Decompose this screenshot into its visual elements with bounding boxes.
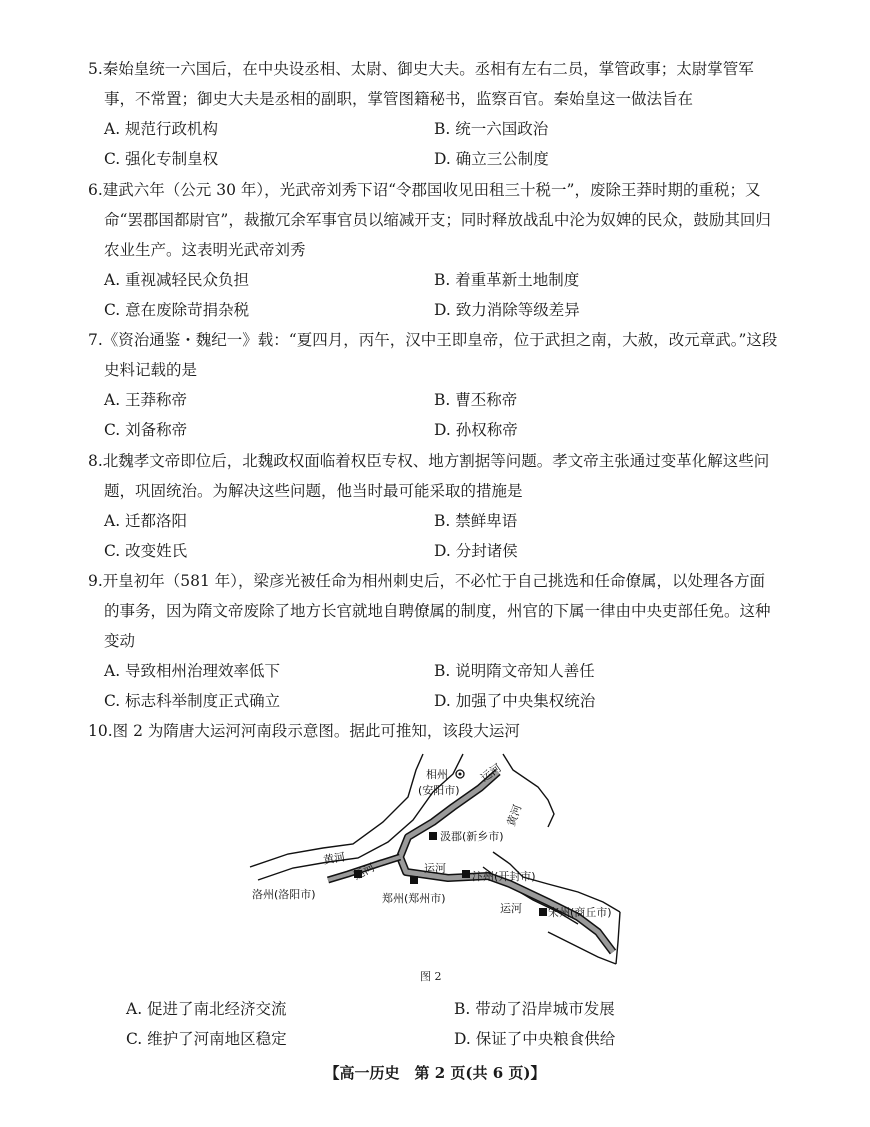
option-d: D. 孙权称帝 (434, 421, 518, 439)
question-10 (88, 716, 778, 746)
river-label: 黄河 (322, 850, 347, 867)
option-b: B. 曹丕称帝 (434, 391, 518, 409)
option-b: B. 禁鲜卑语 (434, 512, 518, 530)
question-6 (88, 175, 778, 325)
grand-canal-map (248, 752, 628, 984)
city-marker (429, 832, 437, 840)
canal-label: 运河 (478, 761, 504, 785)
option-c: C. 标志科举制度正式确立 (104, 692, 281, 710)
option-c: C. 意在废除苛捐杂税 (104, 301, 250, 319)
option-d: D. 保证了中央粮食供给 (454, 1030, 616, 1048)
question-9 (88, 566, 778, 716)
river-label: 黄河 (504, 802, 525, 829)
option-d: D. 加强了中央集权统治 (434, 692, 596, 710)
figure-caption: 图 2 (420, 970, 442, 983)
question-stem: 5.秦始皇统一六国后，在中央设丞相、太尉、御史大夫。丞相有左右二员，掌管政事；太尉掌管军事，不常置；御史大夫是丞相的副职，掌管图籍秘书，监察百官。秦始皇这一做法旨在 (88, 60, 754, 108)
question-stem: 9.开皇初年（581 年），梁彦光被任命为相州刺史后，不必忙于自己挑选和任命僚属，以处理各方面的事务，因为隋文帝废除了地方长官就地自聘僚属的制度，州官的下属一律由中央吏部任免。这种变动 (88, 572, 771, 650)
city-label-songzhou: 宋州(商丘市) (548, 906, 612, 919)
question-8 (88, 446, 778, 566)
option-a: A. 促进了南北经济交流 (126, 1000, 287, 1018)
city-marker (459, 773, 462, 776)
question-stem: 7.《资治通鉴・魏纪一》载：“夏四月，丙午，汉中王即皇帝，位于武担之南，大赦，改元章武。”这段史料记载的是 (88, 331, 778, 379)
city-label-zhengzhou: 郑州(郑州市) (382, 892, 446, 905)
question-7 (88, 325, 778, 445)
canal-label: 运河 (351, 860, 377, 883)
option-d: D. 确立三公制度 (434, 150, 549, 168)
question-stem: 10.图 2 为隋唐大运河河南段示意图。据此可推知，该段大运河 (88, 722, 520, 740)
options (88, 656, 778, 716)
option-b: B. 带动了沿岸城市发展 (454, 1000, 615, 1018)
option-b: B. 着重革新土地制度 (434, 271, 580, 289)
option-a: A. 迁都洛阳 (104, 512, 188, 530)
option-d: D. 致力消除等级差异 (434, 301, 580, 319)
city-label-bianzhou: 汴州(开封市) (472, 870, 536, 883)
option-b: B. 说明隋文帝知人善任 (434, 662, 595, 680)
option-c: C. 刘备称帝 (104, 421, 188, 439)
options (88, 114, 778, 174)
options (110, 994, 790, 1054)
option-c: C. 改变姓氏 (104, 542, 188, 560)
option-a: A. 王莽称帝 (104, 391, 188, 409)
question-stem: 6.建武六年（公元 30 年），光武帝刘秀下诏“令郡国收见田租三十税一”，废除王莽时期的重税；又命“罢郡国都尉官”，裁撤冗余军事官员以缩减开支；同时释放战乱中沦为奴婢的民众，鼓励其回归农业生产。这表明光武帝刘秀 (88, 181, 771, 259)
option-d: D. 分封诸侯 (434, 542, 518, 560)
city-label-xiangzhou: 相州 (426, 768, 448, 781)
canal-label: 运河 (424, 862, 446, 875)
yellow-river-line (250, 754, 423, 867)
option-c: C. 强化专制皇权 (104, 150, 219, 168)
city-label-xiangzhou-sub: (安阳市) (418, 784, 460, 797)
city-marker (539, 908, 547, 916)
city-label-luozhou: 洛州(洛阳市) (252, 888, 316, 901)
options (88, 506, 778, 566)
options (88, 265, 778, 325)
question-10-options (110, 994, 790, 1054)
option-a: A. 重视减轻民众负担 (104, 271, 250, 289)
options (88, 385, 778, 445)
option-a: A. 规范行政机构 (104, 120, 219, 138)
question-stem: 8.北魏孝文帝即位后，北魏政权面临着权臣专权、地方割据等问题。孝文帝主张通过变革化解这些问题，巩固统治。为解决这些问题，他当时最可能采取的措施是 (88, 452, 770, 500)
option-b: B. 统一六国政治 (434, 120, 549, 138)
question-5 (88, 54, 778, 174)
city-marker (462, 870, 470, 878)
city-label-jijun: 汲郡(新乡市) (440, 830, 504, 843)
city-marker (410, 876, 418, 884)
page-footer: 【高一历史 第 2 页(共 6 页)】 (324, 1064, 546, 1082)
canal-label: 运河 (500, 902, 522, 915)
option-c: C. 维护了河南地区稳定 (126, 1030, 287, 1048)
option-a: A. 导致相州治理效率低下 (104, 662, 281, 680)
yellow-river-line (616, 912, 620, 964)
